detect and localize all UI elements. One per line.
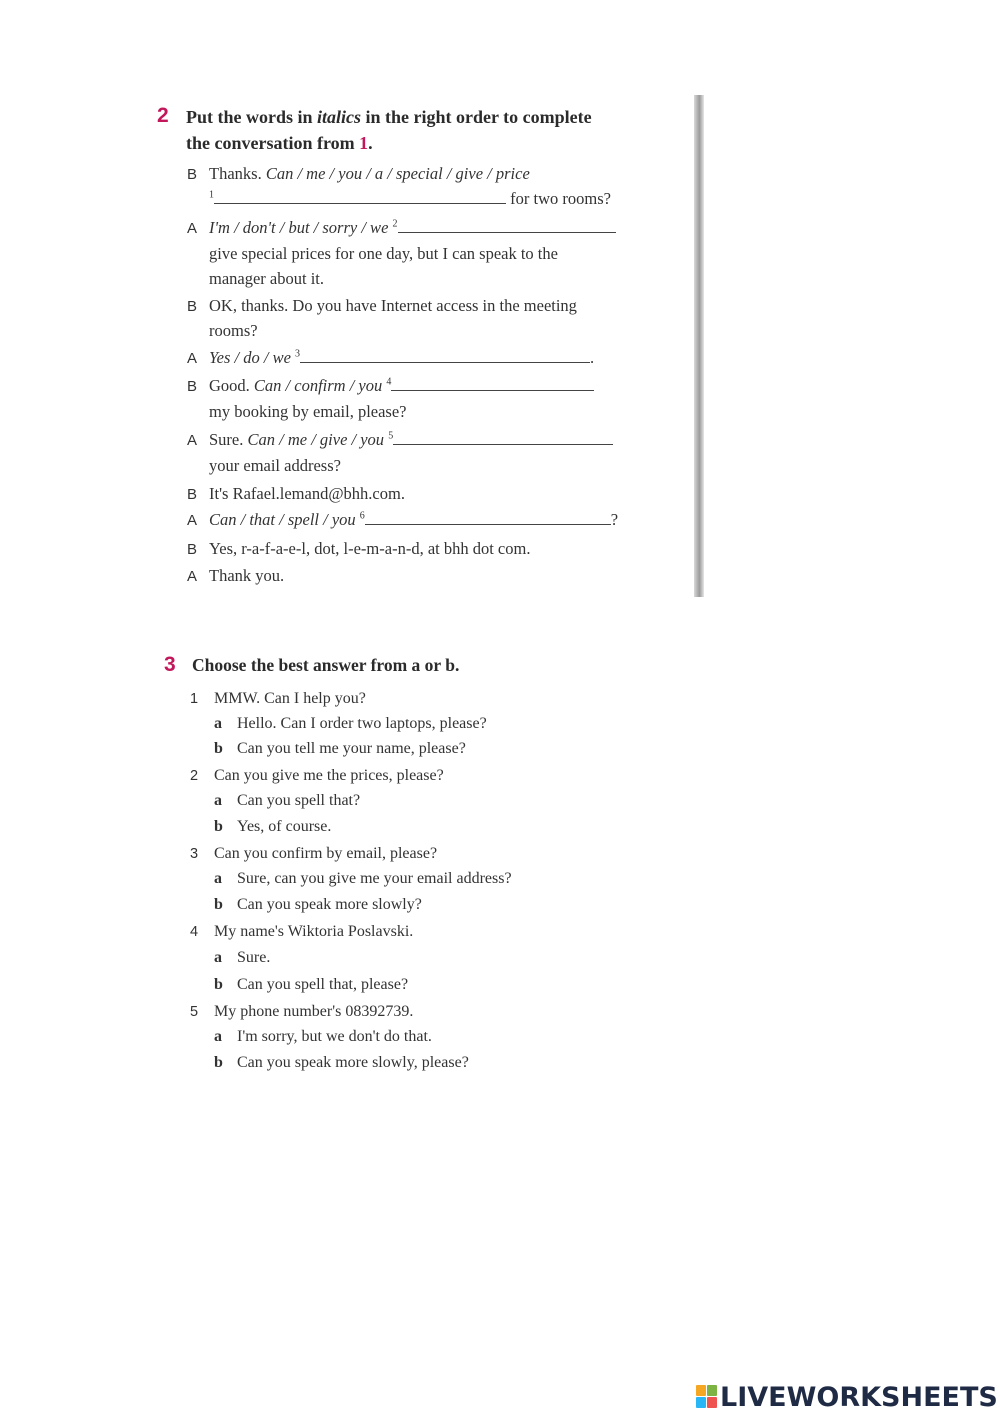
exercise-2-heading <box>157 104 677 156</box>
speaker-label: A <box>187 220 198 237</box>
speaker-label: B <box>187 298 198 315</box>
answer-blank-2[interactable] <box>398 218 616 233</box>
question-item: 3 Can you confirm by email, please? <box>190 845 438 862</box>
speaker-label: A <box>187 350 198 367</box>
exercise-2 <box>157 104 677 156</box>
answer-blank-5[interactable] <box>393 430 613 445</box>
page-edge-divider <box>694 95 704 597</box>
dialogue-line-continuation: $^1$ for two rooms? <box>209 189 611 208</box>
speaker-label: A <box>187 512 198 529</box>
question-item: 4 My name's Wiktoria Poslavski. <box>190 923 414 940</box>
dialogue-line-continuation: my booking by email, please? <box>209 402 407 421</box>
dialogue-line-continuation: your email address? <box>209 456 341 475</box>
exercise-3-heading <box>164 653 459 677</box>
answer-blank-3[interactable] <box>300 348 590 363</box>
dialogue-line: B Thanks. Can / me / you / a / special / give / price <box>187 164 530 183</box>
answer-blank-1[interactable] <box>214 189 506 204</box>
speaker-label: B <box>187 166 198 183</box>
dialogue-line-continuation: give special prices for one day, but I can speak to the <box>209 244 558 263</box>
answer-option-a[interactable]: a Hello. Can I order two laptops, please? <box>214 715 487 732</box>
dialogue-line: A I'm / don't / but / sorry / we $^2$ <box>187 218 616 238</box>
answer-option-b[interactable]: b Can you speak more slowly? <box>214 896 422 913</box>
exercise-2-title: Put the words in italics in the right order to complete the conversation from 1. <box>186 107 592 153</box>
answer-option-a[interactable]: a I'm sorry, but we don't do that. <box>214 1028 432 1045</box>
liveworksheets-logo-icon <box>696 1385 718 1409</box>
answer-option-b[interactable]: b Can you speak more slowly, please? <box>214 1054 469 1071</box>
dialogue-line: A Can / that / spell / you $^6$ ? <box>187 510 619 529</box>
exercise-number: 3 <box>164 653 176 676</box>
dialogue-line: B Good. Can / confirm / you $^4$ <box>187 376 594 396</box>
speaker-label: B <box>187 378 198 395</box>
speaker-label: A <box>187 568 198 585</box>
speaker-label: B <box>187 541 198 558</box>
dialogue-line-continuation: rooms? <box>209 321 258 340</box>
dialogue-line: A Thank you. <box>187 566 285 585</box>
answer-option-b[interactable]: b Yes, of course. <box>214 818 332 835</box>
question-item: 5 My phone number's 08392739. <box>190 1003 414 1020</box>
exercise-3-title: Choose the best answer from a or b. <box>192 655 460 675</box>
answer-blank-4[interactable] <box>391 376 594 391</box>
dialogue-line-continuation: manager about it. <box>209 269 325 288</box>
speaker-label: B <box>187 486 198 503</box>
dialogue-line: A Yes / do / we $^3$ . <box>187 348 595 367</box>
answer-option-a[interactable]: a Sure, can you give me your email address? <box>214 870 512 887</box>
dialogue-line: B OK, thanks. Do you have Internet access in the meeting <box>187 296 577 315</box>
question-item: 2 Can you give me the prices, please? <box>190 767 444 784</box>
liveworksheets-logo <box>696 1380 998 1414</box>
speaker-label: A <box>187 432 198 449</box>
logo-text: LIVEWORKSHEETS <box>720 1381 998 1413</box>
dialogue-line: B It's Rafael.lemand@bhh.com. <box>187 484 405 503</box>
answer-blank-6[interactable] <box>365 510 611 525</box>
dialogue-line: A Sure. Can / me / give / you $^5$ <box>187 430 613 450</box>
exercise-number: 2 <box>157 104 169 127</box>
question-item: 1 MMW. Can I help you? <box>190 690 366 707</box>
answer-option-a[interactable]: a Can you spell that? <box>214 792 361 809</box>
answer-option-a[interactable]: a Sure. <box>214 949 271 966</box>
answer-option-b[interactable]: b Can you spell that, please? <box>214 976 409 993</box>
dialogue-line: B Yes, r-a-f-a-e-l, dot, l-e-m-a-n-d, at bhh dot com. <box>187 539 531 558</box>
answer-option-b[interactable]: b Can you tell me your name, please? <box>214 740 466 757</box>
